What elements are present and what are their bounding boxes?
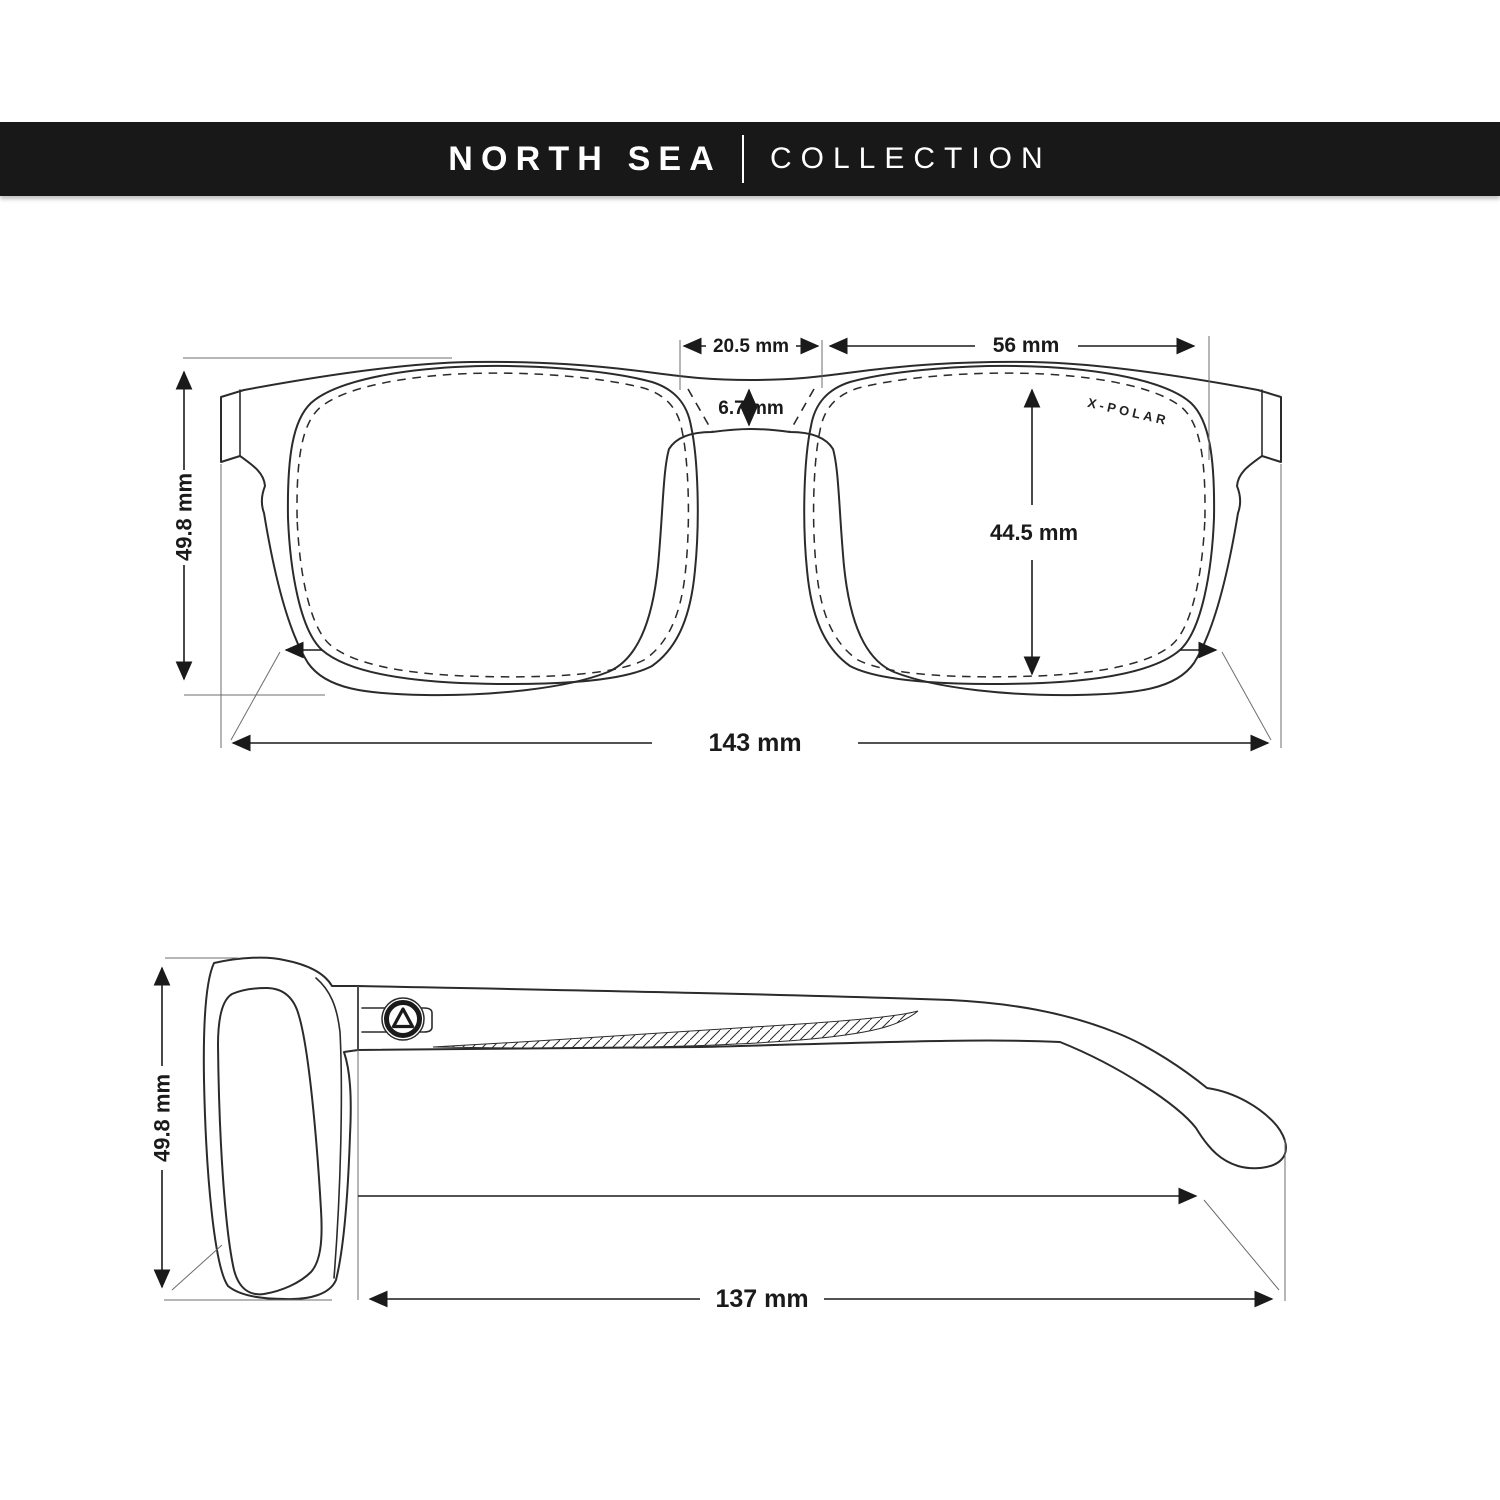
- front-frame-height-dimension: [172, 372, 197, 679]
- collection-title: NORTH SEA: [448, 139, 722, 178]
- lens-height-dimension: [990, 390, 1078, 674]
- temple-length-dimension: [358, 1196, 1279, 1313]
- front-frame-height-label: 49.8 mm: [171, 472, 197, 562]
- side-frame-height-label: 49.8 mm: [149, 1073, 175, 1163]
- bridge-width-dimension: [684, 336, 818, 357]
- lens-width-dimension: [830, 334, 1194, 357]
- lens-height-label: 44.5 mm: [989, 520, 1079, 545]
- front-view-drawing: [172, 334, 1282, 757]
- brand-triangle-logo-icon: [382, 998, 424, 1040]
- bridge-height-dimension: [718, 390, 783, 425]
- lens-width-label: 56 mm: [992, 334, 1060, 357]
- collection-subtitle: COLLECTION: [769, 142, 1052, 175]
- total-width-label: 143 mm: [708, 729, 802, 757]
- side-view-drawing: [150, 958, 1286, 1313]
- temple-length-label: 137 mm: [715, 1285, 809, 1313]
- bridge-height-label: 6.7 mm: [718, 398, 784, 419]
- side-frame-height-dimension: [150, 968, 175, 1287]
- lens-brand-marking: X-POLAR: [1086, 394, 1171, 429]
- total-width-dimension: [231, 650, 1271, 757]
- bridge-width-label: 20.5 mm: [712, 336, 790, 357]
